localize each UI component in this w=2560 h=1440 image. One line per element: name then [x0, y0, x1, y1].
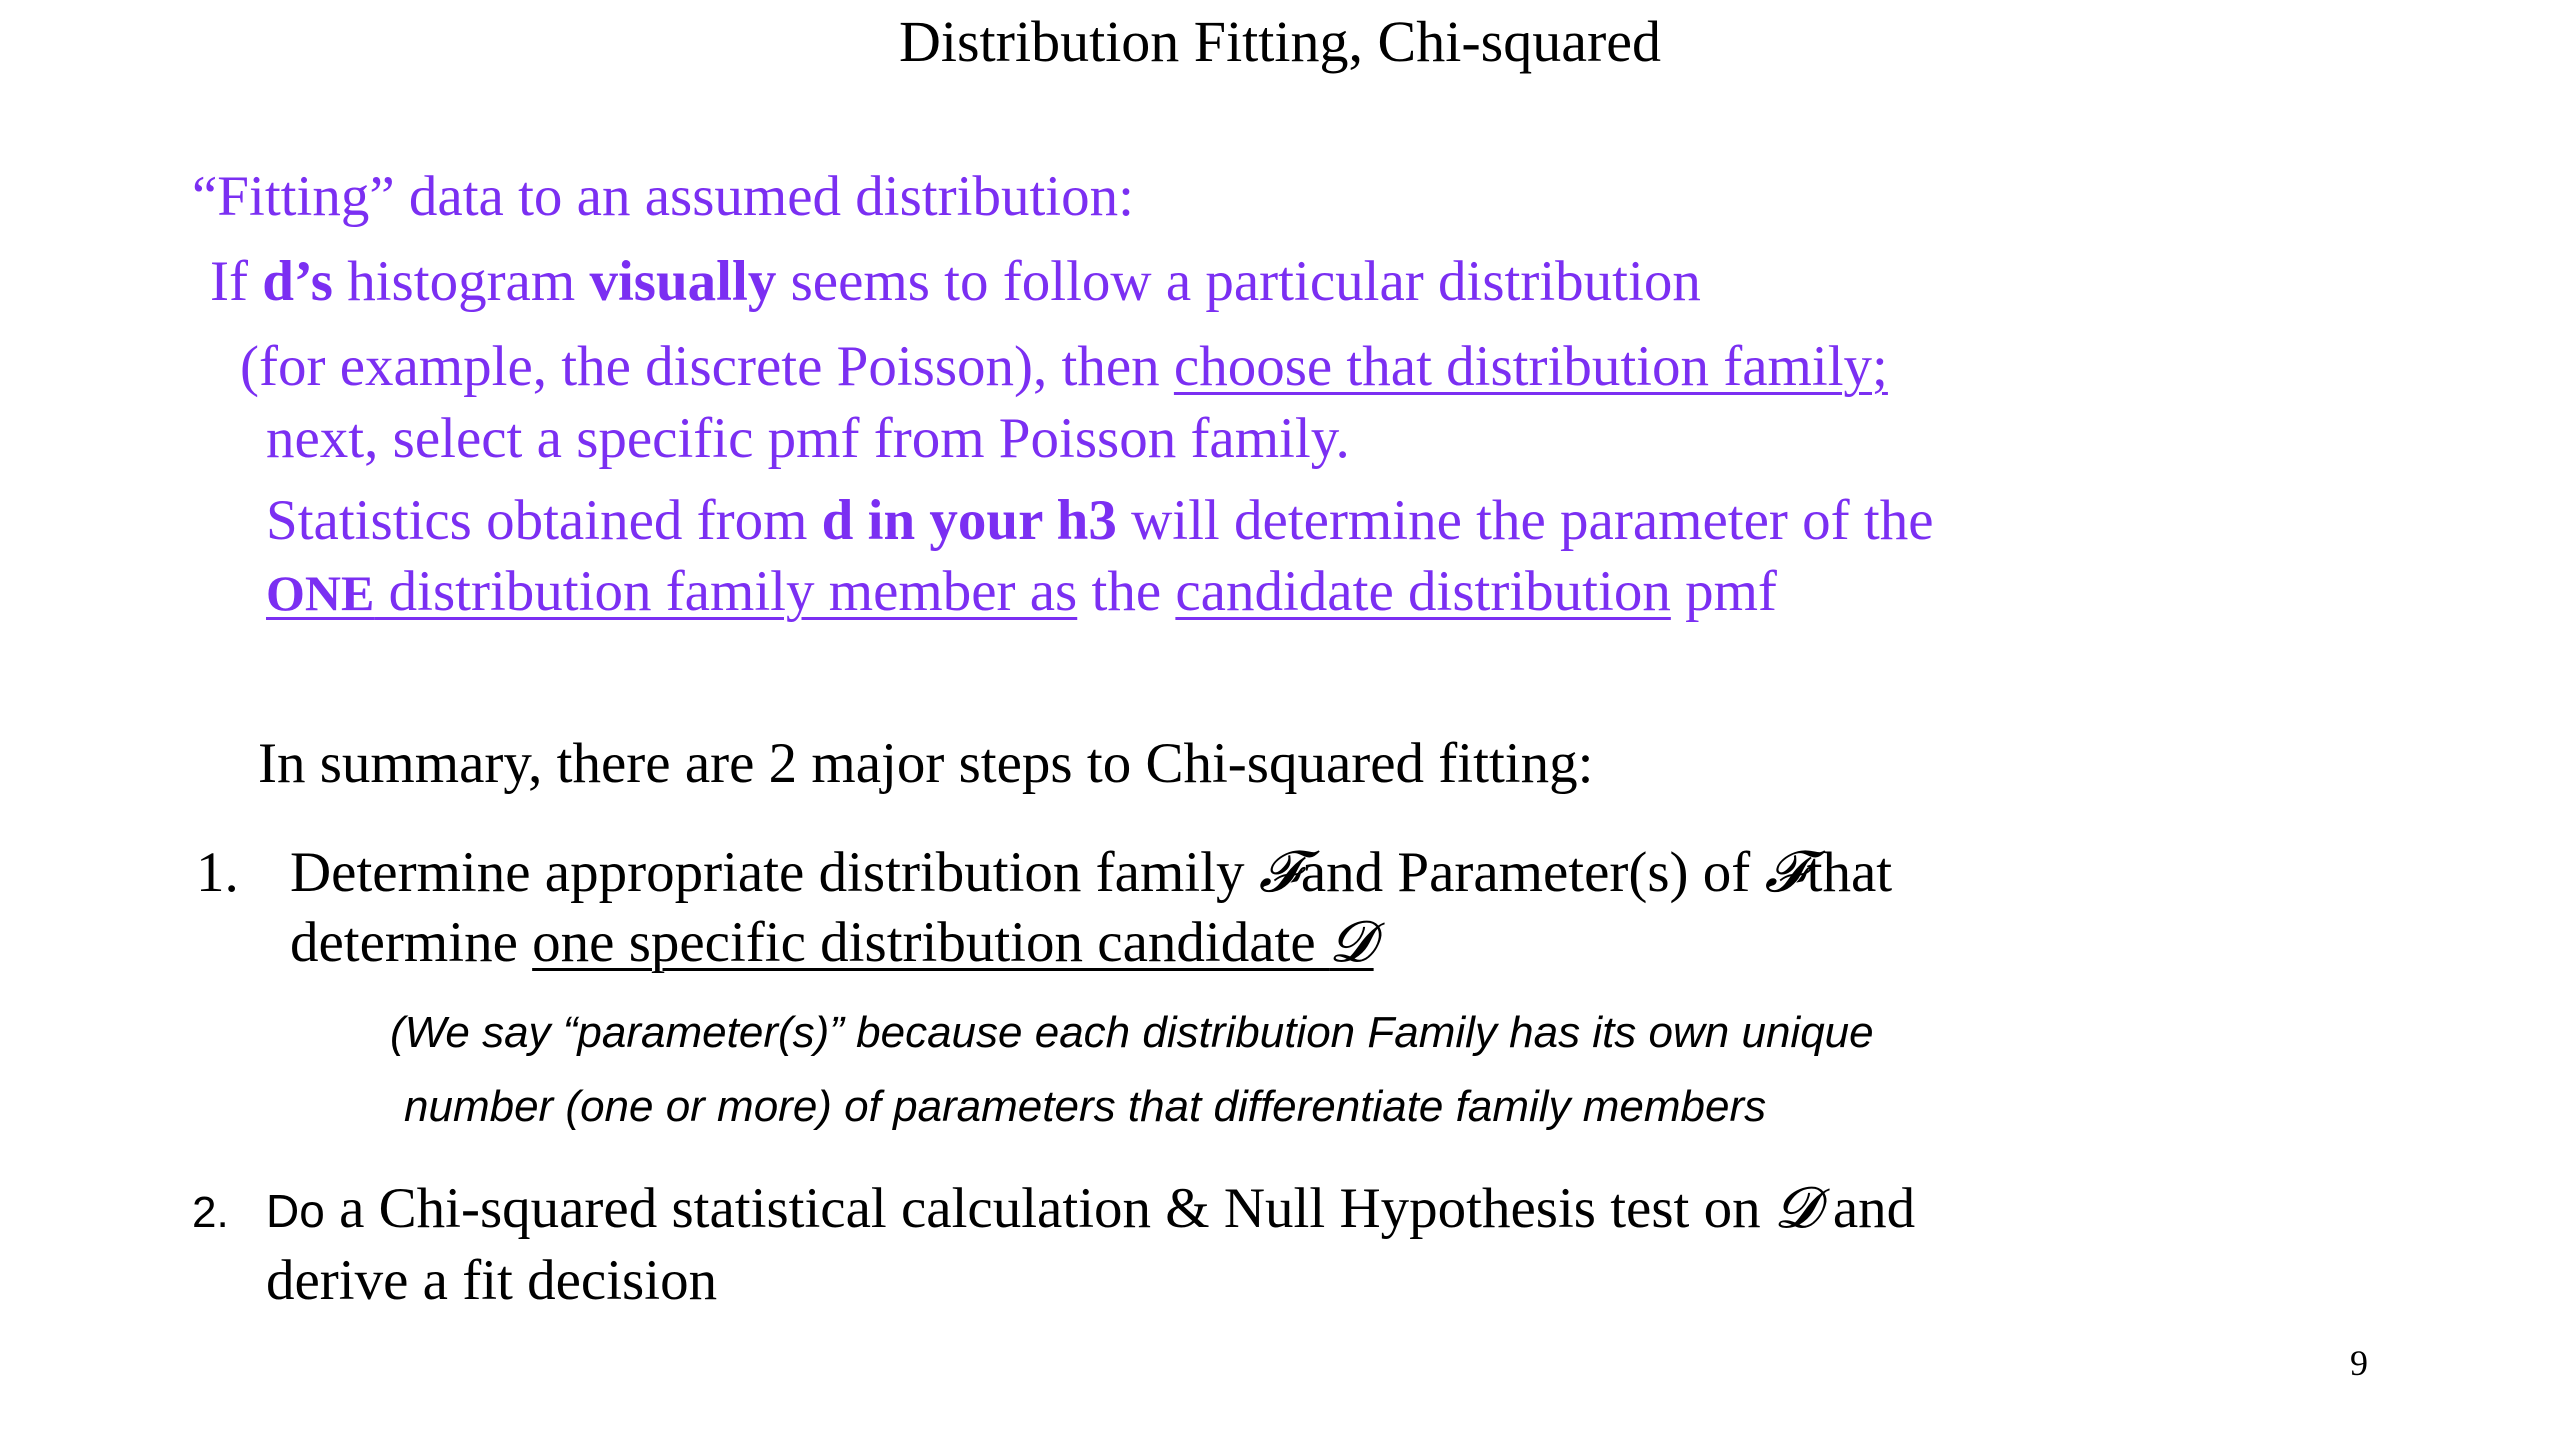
step-2-text: and: [1818, 1177, 1916, 1240]
summary-heading: In summary, there are 2 major steps to Chi-squared fitting:: [258, 732, 1594, 795]
intro-line-6-underlined-text: distribution family member as: [374, 560, 1078, 623]
step-1-underlined-text: one specific distribution candidate: [532, 911, 1330, 974]
family-symbol: 𝓕: [1258, 839, 1301, 905]
intro-line-5: [266, 489, 1934, 552]
family-symbol: 𝓕: [1764, 839, 1807, 905]
intro-line-6-candidate: candidate distribution: [1175, 560, 1671, 623]
step-1-text: Determine appropriate distribution family: [290, 841, 1259, 904]
intro-line-6-one: ONE: [266, 565, 375, 621]
candidate-symbol: 𝓓: [1329, 909, 1374, 975]
step-2-line-1: [266, 1175, 1916, 1241]
step-2-text: a Chi-squared statistical calculation & Null Hypothesis test on: [324, 1177, 1775, 1240]
note-line-1: (We say “parameter(s)” because each distribution Family has its own unique: [390, 1008, 1874, 1057]
step-1-text: and Parameter(s) of: [1300, 841, 1765, 904]
intro-line-6: [266, 560, 1777, 623]
slide-title: Distribution Fitting, Chi-squared: [898, 9, 1662, 74]
step-1-line-1: [290, 839, 1893, 905]
step-2-line-2: derive a fit decision: [266, 1249, 718, 1312]
intro-line-1: “Fitting” data to an assumed distribution:: [192, 165, 1134, 228]
intro-line-2: [210, 250, 1701, 313]
step-1-number: 1.: [196, 841, 239, 904]
note-line-2: number (one or more) of parameters that differentiate family members: [404, 1082, 1767, 1131]
intro-line-3-text: (for example, the discrete Poisson), then: [240, 335, 1174, 398]
step-2-do: Do: [266, 1185, 325, 1237]
step-2-number: 2.: [192, 1188, 229, 1237]
intro-line-5-text: Statistics obtained from: [266, 489, 822, 552]
page-number: 9: [2350, 1343, 2368, 1383]
intro-line-6-text: the: [1077, 560, 1176, 623]
step-1-underlined: [532, 911, 1373, 974]
intro-line-5-bold: d in your h3: [821, 489, 1117, 552]
intro-line-2-bold-visually: visually: [589, 250, 777, 313]
intro-line-4: next, select a specific pmf from Poisson family.: [266, 407, 1350, 470]
candidate-symbol: 𝓓: [1774, 1175, 1819, 1241]
intro-line-3: [240, 335, 1888, 398]
intro-line-2-text: histogram: [332, 250, 590, 313]
intro-line-5-text: will determine the parameter of the: [1116, 489, 1934, 552]
intro-line-2-bold-d: d’s: [262, 250, 333, 313]
intro-line-2-text: seems to follow a particular distribution: [776, 250, 1701, 313]
intro-line-2-text: If: [210, 250, 263, 313]
step-1-text: that: [1806, 841, 1893, 904]
step-1-text: determine: [290, 911, 533, 974]
intro-line-6-text: pmf: [1670, 560, 1777, 623]
intro-line-6-underlined: [266, 560, 1077, 623]
intro-line-3-underlined: choose that distribution family;: [1173, 335, 1888, 398]
step-1-line-2: [290, 909, 1374, 975]
